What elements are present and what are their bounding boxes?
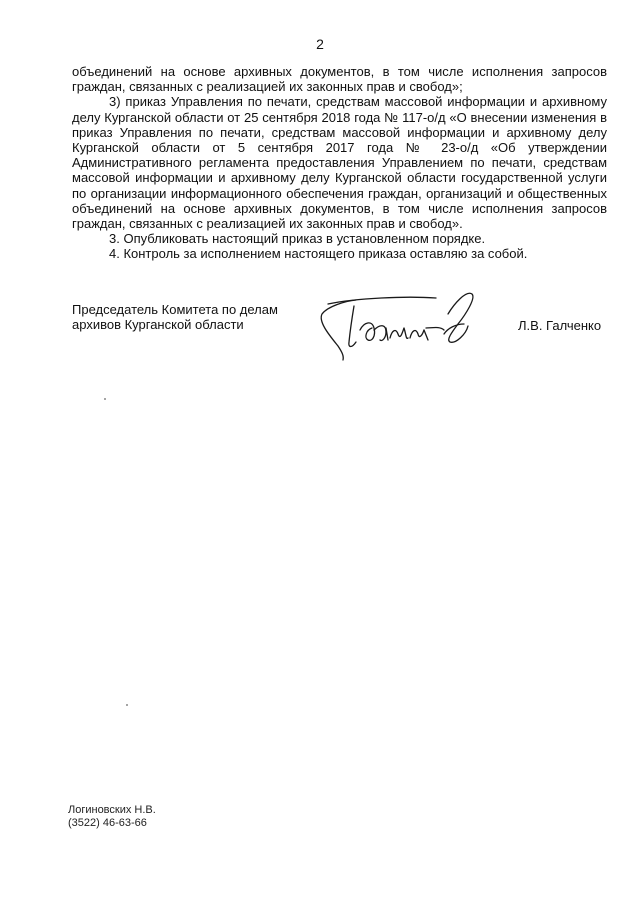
scan-speck	[104, 398, 106, 400]
handwritten-signature	[316, 284, 486, 364]
page-number: 2	[316, 36, 324, 52]
signer-title	[72, 302, 278, 332]
signature-block	[72, 300, 607, 370]
paragraph-control: 4. Контроль за исполнением настоящего приказа оставляю за собой.	[109, 246, 528, 262]
executor-name: Логиновских Н.В.	[68, 804, 156, 816]
signer-title-line-2: архивов Курганской области	[72, 317, 244, 333]
document-body	[72, 64, 607, 262]
paragraph-continuation: объединений на основе архивных документов, в том числе исполнения запросов граждан, связанных с реализацией их законных прав и свобод»;	[72, 64, 607, 95]
paragraph-publish: 3. Опубликовать настоящий приказ в установленном порядке.	[109, 231, 486, 247]
paragraph-item-3: 3) приказ Управления по печати, средствам массовой информации и архивному делу Курганской области от 25 сентября 2018 года № 117-о/д «О внесении изменения в приказ Управления по печати, средствам массовой информации и архивному делу Курганской области от 5 сентября 2017 года № 23-о/д «Об утверждении Административного регламента предоставления Управлением по печати, средствам массовой информации и архивному делу Курганской области государственной услуги по организации информационного обеспечения граждан, организаций и общественных объединений на основе архивных документов, в том числе исполнения запросов граждан, связанных с реализацией их законных прав и свобод».	[72, 94, 607, 232]
executor-phone: (3522) 46-63-66	[68, 817, 147, 829]
scan-speck	[126, 704, 128, 706]
executor-footer	[68, 804, 156, 830]
signer-name: Л.В. Галченко	[518, 318, 602, 333]
signer-title-line-1: Председатель Комитета по делам	[72, 302, 278, 317]
